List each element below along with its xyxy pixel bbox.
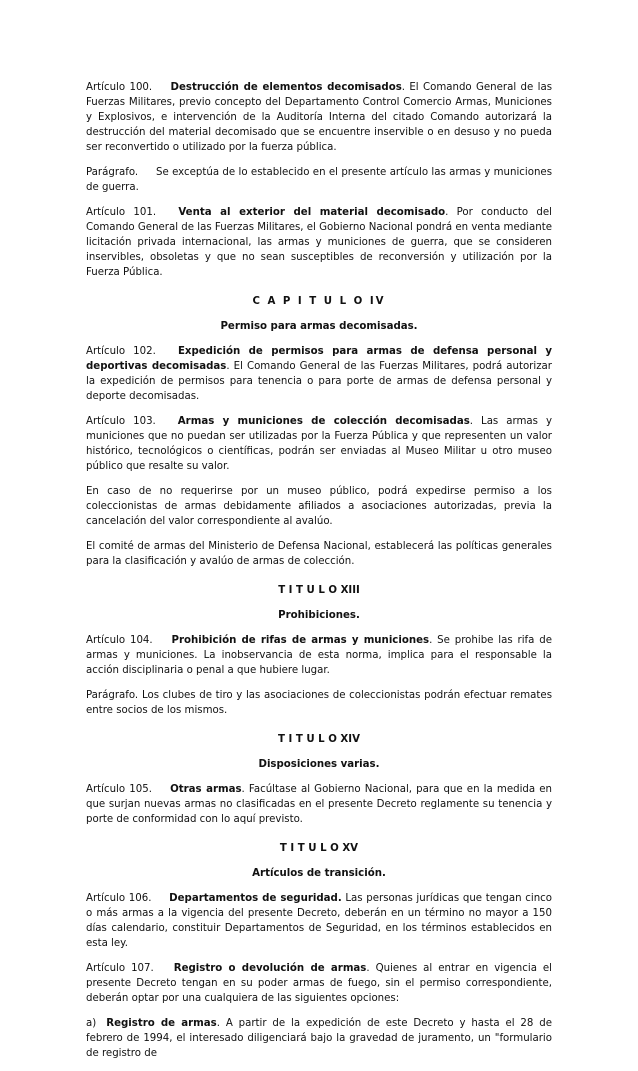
document-page	[86, 80, 552, 1071]
article-title: Departamentos de seguridad.	[169, 893, 342, 904]
article-text: . Quienes al entrar en vigencia el presente Decreto tengan en su poder armas de fuego, sin el permiso correspondiente, deberán optar por una cualquiera de las siguientes opciones:	[86, 963, 553, 1004]
article-text: Las personas jurídicas que tengan cinco o más armas a la vigencia del presente Decreto, deberán en un término no mayor a 150 días calendario, constituir Departamentos de Seguridad, en los términos establecidos en esta ley.	[86, 893, 552, 949]
article-number: Artículo 104.	[86, 635, 153, 646]
article-text: . Facúltase al Gobierno Nacional, para que en la medida en que surjan nuevas armas no clasificadas en el presente Decreto reglamente su tenencia y porte de conformidad con lo aquí previsto.	[86, 784, 552, 825]
article-text: . Las armas y municiones que no puedan ser utilizadas por la Fuerza Pública y que representen un valor histórico, tecnológicos o científicas, podrán ser enviadas al Museo Militar u otro museo público que resalte su valor.	[86, 416, 552, 472]
article-101	[86, 205, 552, 280]
article-number: Artículo 101.	[86, 207, 157, 218]
paragraph-label: Parágrafo.	[86, 167, 139, 178]
article-106	[86, 891, 552, 951]
article-title: Prohibición de rifas de armas y municiones	[171, 635, 430, 646]
article-text: . Se prohibe las rifa de armas y municiones. La inobservancia de esta norma, implica para el responsable la acción disciplinaria o penal a que hubiere lugar.	[86, 635, 552, 676]
title-subtitle: Artículos de transición.	[252, 868, 386, 879]
article-103	[86, 414, 552, 474]
list-item-label: a)	[86, 1018, 97, 1029]
article-number: Artículo 103.	[86, 416, 156, 427]
paragraph-text: Se exceptúa de lo establecido en el presente artículo las armas y municiones de guerra.	[86, 167, 552, 193]
article-103-paragraph-3: El comité de armas del Ministerio de Defensa Nacional, establecerá las políticas generales para la clasificación y avalúo de armas de colección.	[86, 541, 552, 567]
article-100	[86, 80, 552, 155]
chapter-subtitle: Permiso para armas decomisadas.	[220, 321, 418, 332]
article-text: . El Comando General de las Fuerzas Militares, podrá autorizar la expedición de permisos para tenencia o para porte de armas de defensa personal y deporte decomisadas.	[86, 361, 552, 402]
article-title: Venta al exterior del material decomisado	[178, 207, 446, 218]
article-number: Artículo 105.	[86, 784, 152, 795]
article-107	[86, 961, 552, 1006]
list-item-a	[86, 1016, 552, 1061]
chapter-heading: C A P I T U L O IV	[252, 296, 386, 307]
title-subtitle: Prohibiciones.	[278, 610, 360, 621]
title-heading: T I T U L O XIII	[278, 585, 360, 596]
article-title: Otras armas	[170, 784, 242, 795]
article-title: Destrucción de elementos decomisados	[170, 82, 402, 93]
article-text: . El Comando General de las Fuerzas Militares, previo concepto del Departamento Control Comercio Armas, Municiones y Explosivos, e intervención de la Auditoría Interna del citado Comando autorizará la destrucción del material decomisado que se encuentre inservible o en desuso y no pueda ser reconvertido o utilizado por la fuerza pública.	[86, 82, 552, 153]
article-number: Artículo 102.	[86, 346, 156, 357]
article-103-paragraph-2: En caso de no requerirse por un museo público, podrá expedirse permiso a los coleccionistas de armas debidamente afiliados a asociaciones autorizadas, previa la cancelación del valor correspondiente al avalúo.	[86, 486, 552, 527]
list-item-title: Registro de armas	[106, 1018, 217, 1029]
article-title: Registro o devolución de armas	[173, 963, 367, 974]
article-text: . Por conducto del Comando General de las Fuerzas Militares, el Gobierno Nacional pondrá en venta mediante licitación privada internacional, las armas y municiones de guerra, que se consideren inservibles, obsoletas y que no sean susceptibles de reconversión y utilización por la Fuerza Pública.	[86, 207, 552, 278]
paragraph-note	[86, 165, 552, 195]
paragraph-label: Parágrafo.	[86, 690, 139, 701]
paragraph-text: Los clubes de tiro y las asociaciones de coleccionistas podrán efectuar remates entre socios de los mismos.	[86, 690, 552, 716]
article-number: Artículo 107.	[86, 963, 154, 974]
article-number: Artículo 106.	[86, 893, 152, 904]
title-subtitle: Disposiciones varias.	[258, 759, 380, 770]
paragraph-note	[86, 688, 552, 718]
article-105	[86, 782, 552, 827]
list-item-text: . A partir de la expedición de este Decreto y hasta el 28 de febrero de 1994, el interesado diligenciará bajo la gravedad de juramento, un "formulario de registro de	[86, 1018, 552, 1059]
article-102	[86, 344, 552, 404]
article-104	[86, 633, 552, 678]
article-title: Expedición de permisos para armas de defensa personal y deportivas decomisadas	[86, 346, 552, 372]
title-heading: T I T U L O XV	[279, 843, 359, 854]
article-number: Artículo 100.	[86, 82, 153, 93]
title-heading: T I T U L O XIV	[278, 734, 360, 745]
article-title: Armas y municiones de colección decomisadas	[177, 416, 470, 427]
